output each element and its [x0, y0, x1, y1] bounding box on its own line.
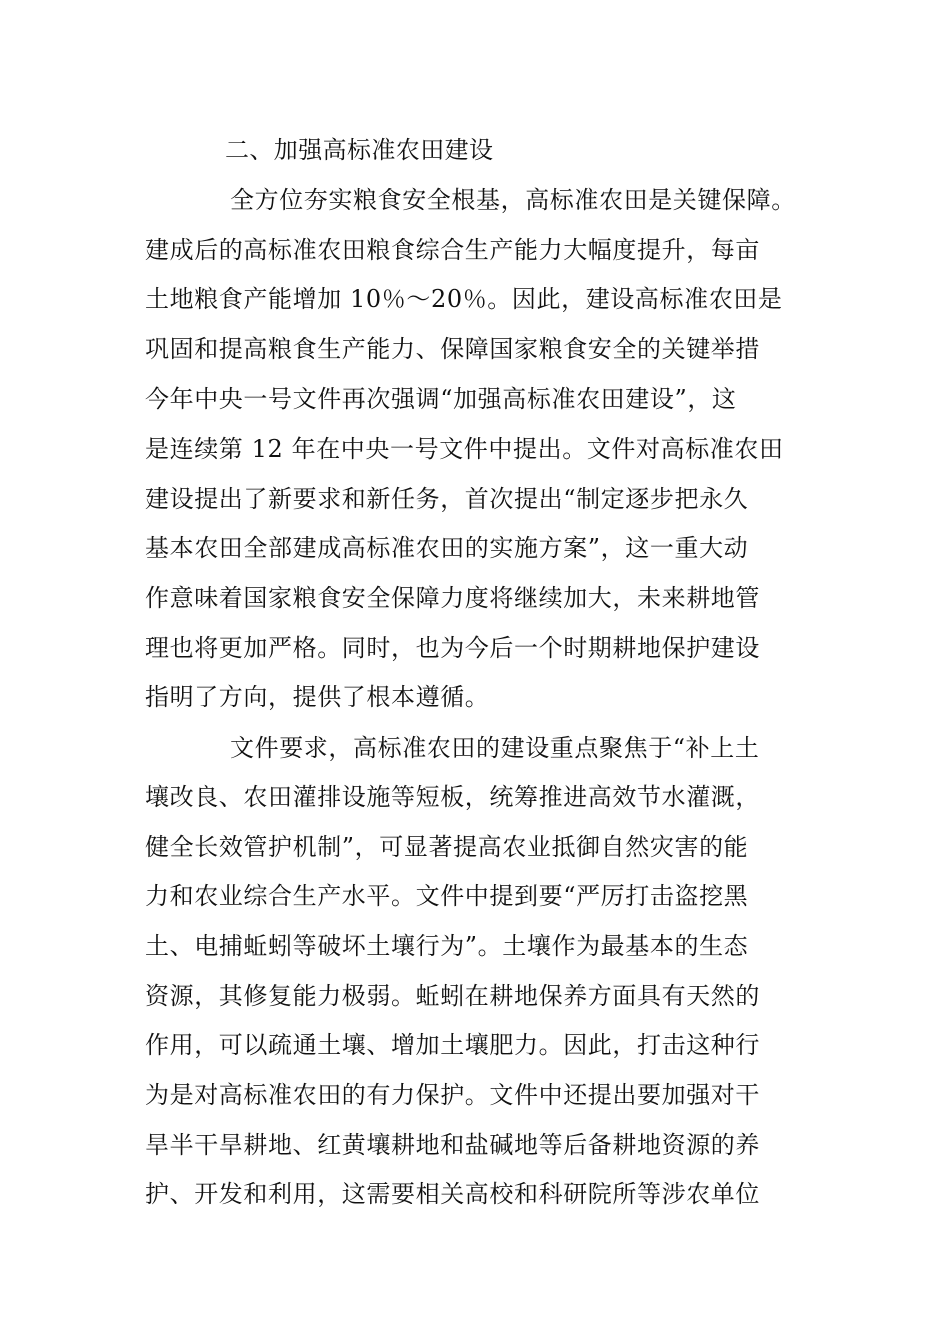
paragraph-line: 力和农业综合生产水平。文件中提到要“严厉打击盗挖黑 [145, 882, 749, 910]
paragraph-line: 作意味着国家粮食安全保障力度将继续加大，未来耕地管 [145, 584, 760, 612]
paragraph-line: 为是对高标准农田的有力保护。文件中还提出要加强对干 [145, 1081, 760, 1109]
paragraph-line: 土地粮食产能增加 10％～20％。因此，建设高标准农田是 [145, 285, 783, 313]
paragraph-line: 健全长效管护机制”，可显著提高农业抵御自然灾害的能 [145, 833, 749, 861]
paragraph-line: 基本农田全部建成高标准农田的实施方案”，这一重大动 [145, 534, 749, 562]
paragraph-line: 护、开发和利用，这需要相关高校和科研院所等涉农单位 [145, 1180, 760, 1208]
paragraph-line: 指明了方向，提供了根本遵循。 [145, 683, 490, 711]
paragraph-line: 今年中央一号文件再次强调“加强高标准农田建设”，这 [145, 385, 737, 413]
paragraph-line: 土、电捕蚯蚓等破坏土壤行为”。土壤作为最基本的生态 [145, 932, 749, 960]
paragraph-line: 壤改良、农田灌排设施等短板，统筹推进高效节水灌溉， [145, 783, 760, 811]
section-heading: 二、加强高标准农田建设 [225, 136, 494, 164]
paragraph-line: 建成后的高标准农田粮食综合生产能力大幅度提升，每亩 [145, 236, 760, 264]
paragraph-line: 全方位夯实粮食安全根基，高标准农田是关键保障。 [230, 186, 796, 214]
paragraph-line: 资源，其修复能力极弱。蚯蚓在耕地保养方面具有天然的 [145, 982, 760, 1010]
paragraph-line: 理也将更加严格。同时，也为今后一个时期耕地保护建设 [145, 634, 760, 662]
paragraph-line: 建设提出了新要求和新任务，首次提出“制定逐步把永久 [145, 485, 749, 513]
paragraph-line: 巩固和提高粮食生产能力、保障国家粮食安全的关键举措 [145, 335, 760, 363]
paragraph-line: 文件要求，高标准农田的建设重点聚焦于“补上土 [230, 734, 760, 762]
paragraph-line: 是连续第 12 年在中央一号文件中提出。文件对高标准农田 [145, 435, 784, 463]
paragraph-line: 旱半干旱耕地、红黄壤耕地和盐碱地等后备耕地资源的养 [145, 1131, 760, 1159]
paragraph-line: 作用，可以疏通土壤、增加土壤肥力。因此，打击这种行 [145, 1031, 760, 1059]
